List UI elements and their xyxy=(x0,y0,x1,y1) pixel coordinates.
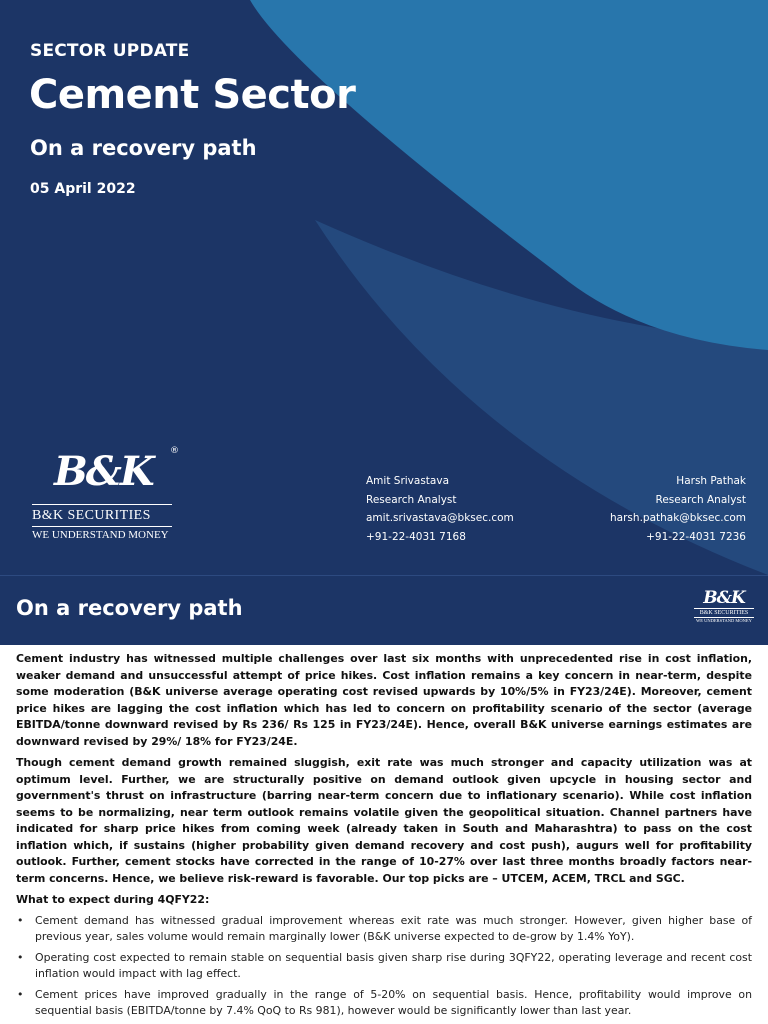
logo-tagline: WE UNDERSTAND MONEY xyxy=(32,529,169,541)
analyst-email[interactable]: amit.srivastava@bksec.com xyxy=(366,512,514,524)
expectations-list xyxy=(16,913,752,1020)
logo-divider xyxy=(32,526,172,527)
bullet: • xyxy=(17,987,24,1001)
report-body xyxy=(16,651,752,1024)
list-item xyxy=(16,987,752,1020)
registered-mark: ® xyxy=(170,446,179,456)
sector-update-label: SECTOR UPDATE xyxy=(30,41,190,61)
analyst-name: Harsh Pathak xyxy=(676,475,746,487)
cover-subtitle: On a recovery path xyxy=(30,136,257,160)
logo-divider xyxy=(32,504,172,505)
list-item-text: Cement demand has witnessed gradual improvement whereas exit rate was much stronger. However, given higher base of previous year, sales volume would remain marginally lower (B&K universe expected to de-grow by 1.4% YoY). xyxy=(35,913,752,943)
subheading: What to expect during 4QFY22: xyxy=(16,893,210,906)
body-paragraph: Though cement demand growth remained sluggish, exit rate was much stronger and capacity utilization was at optimum level. Further, we are structurally positive on demand outlook given upcycle in housing sector and government's thrust on infrastructure (barring near-term concern due to inflationary scenario). While cost inflation seems to be normalizing, near term outlook remains volatile given the geopolitical situation. Channel partners have indicated for sharp price hikes from coming week (already taken in South and Maharashtra) to pass on the cost inflation which, if sustains (higher probability given demand recovery and cost push), augurs well for profitability outlook. Further, cement stocks have corrected in the range of 10-27% over last three months broadly factors near-term concerns. Hence, we believe risk-reward is favorable. Our top picks are – UTCEM, ACEM, TRCL and SGC. xyxy=(16,756,752,885)
bullet: • xyxy=(17,950,24,964)
list-item xyxy=(16,950,752,983)
logo-script: B&K xyxy=(703,588,745,608)
bk-securities-logo xyxy=(32,448,180,548)
analyst-phone: +91-22-4031 7236 xyxy=(646,530,746,543)
logo-tagline: WE UNDERSTAND MONEY xyxy=(694,617,754,624)
analyst-name: Amit Srivastava xyxy=(366,475,450,487)
list-item-text: Operating cost expected to remain stable on sequential basis given sharp rise during 3QFY22, operating leverage and recent cost inflation would impact with lag effect. xyxy=(35,950,752,980)
report-date: 05 April 2022 xyxy=(30,181,136,197)
logo-script: B&K xyxy=(54,448,153,495)
bullet: • xyxy=(17,913,24,927)
analyst-email[interactable]: harsh.pathak@bksec.com xyxy=(610,512,746,524)
analyst-phone: +91-22-4031 7168 xyxy=(366,530,466,543)
list-item-text: Cement prices have improved gradually in the range of 5-20% on sequential basis. Hence, profitability would improve on sequential basis (EBITDA/tonne by 7.4% QoQ to Rs 981), however would be significantly lower than last year. xyxy=(35,987,752,1017)
logo-company-name: B&K SECURITIES xyxy=(694,608,754,617)
body-paragraph: Cement industry has witnessed multiple challenges over last six months with unprecedented rise in cost inflation, weaker demand and unsuccessful attempt of price hikes. Cost inflation remains a key concern in near-term, despite some moderation (B&K universe average operating cost revised upwards by 10%/5% in FY23/24E). Moreover, cement price hikes are lagging the cost inflation which has led to concern on profitability scenario of the sector (average EBITDA/tonne downward revised by Rs 236/ Rs 125 in FY23/24E). Hence, overall B&K universe earnings estimates are downward revised by 29%/ 18% for FY23/24E. xyxy=(16,652,752,748)
section-header-band xyxy=(0,575,768,645)
logo-company-name: B&K SECURITIES xyxy=(32,508,151,523)
bk-securities-logo-small xyxy=(694,588,754,632)
analyst-card xyxy=(610,472,746,546)
list-item xyxy=(16,913,752,946)
analyst-role: Research Analyst xyxy=(655,493,746,506)
analyst-card xyxy=(366,472,514,546)
cover-title: Cement Sector xyxy=(29,72,356,118)
section-title: On a recovery path xyxy=(16,596,243,620)
analyst-role: Research Analyst xyxy=(366,493,457,506)
